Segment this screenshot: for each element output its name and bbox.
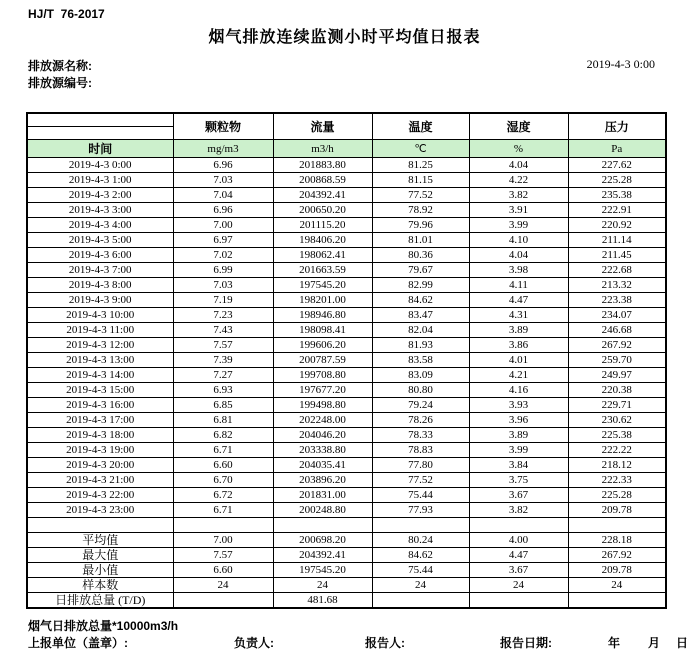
table-row <box>27 293 666 308</box>
time-cell: 2019-4-3 22:00 <box>27 488 173 503</box>
value-cell: 220.38 <box>568 383 666 398</box>
table-row <box>27 233 666 248</box>
value-cell: 222.22 <box>568 443 666 458</box>
value-cell: 7.00 <box>173 218 273 233</box>
value-cell: 83.58 <box>372 353 469 368</box>
table-row <box>27 503 666 518</box>
value-cell: 201663.59 <box>273 263 372 278</box>
value-cell: 6.82 <box>173 428 273 443</box>
summary-row <box>27 533 666 548</box>
value-cell: 4.21 <box>469 368 568 383</box>
table-row <box>27 398 666 413</box>
time-cell: 2019-4-3 10:00 <box>27 308 173 323</box>
report-date-label: 报告日期: <box>500 636 552 650</box>
value-cell: 3.86 <box>469 338 568 353</box>
value-cell: 77.93 <box>372 503 469 518</box>
value-cell: 3.98 <box>469 263 568 278</box>
value-cell: 227.62 <box>568 158 666 173</box>
table-row <box>27 353 666 368</box>
report-unit-label: 上报单位（盖章）: <box>28 636 128 650</box>
value-cell: 6.99 <box>173 263 273 278</box>
empty-cell <box>273 518 372 533</box>
source-code-label: 排放源编号: <box>28 76 92 90</box>
value-cell: 81.15 <box>372 173 469 188</box>
value-cell: 4.16 <box>469 383 568 398</box>
page-title: 烟气排放连续监测小时平均值日报表 <box>208 29 481 46</box>
value-cell: 6.60 <box>173 458 273 473</box>
summary-value-cell: 7.00 <box>173 533 273 548</box>
value-cell: 223.38 <box>568 293 666 308</box>
value-cell: 209.78 <box>568 503 666 518</box>
day-label: 日 <box>676 636 689 650</box>
value-cell: 82.99 <box>372 278 469 293</box>
summary-value-cell: 228.18 <box>568 533 666 548</box>
time-cell: 2019-4-3 23:00 <box>27 503 173 518</box>
value-cell: 201115.20 <box>273 218 372 233</box>
value-cell: 225.28 <box>568 488 666 503</box>
time-cell: 2019-4-3 12:00 <box>27 338 173 353</box>
value-cell: 7.19 <box>173 293 273 308</box>
value-cell: 234.07 <box>568 308 666 323</box>
table-row <box>27 473 666 488</box>
value-cell: 7.03 <box>173 278 273 293</box>
value-cell: 225.38 <box>568 428 666 443</box>
value-cell: 6.96 <box>173 203 273 218</box>
value-cell: 7.27 <box>173 368 273 383</box>
table-row <box>27 203 666 218</box>
unit-pressure: Pa <box>568 140 666 158</box>
summary-value-cell: 7.57 <box>173 548 273 563</box>
value-cell: 77.52 <box>372 188 469 203</box>
value-cell: 6.97 <box>173 233 273 248</box>
unit-temperature: ℃ <box>372 140 469 158</box>
value-cell: 230.62 <box>568 413 666 428</box>
summary-value-cell: 24 <box>173 578 273 593</box>
value-cell: 84.62 <box>372 293 469 308</box>
table-row <box>27 458 666 473</box>
value-cell: 267.92 <box>568 338 666 353</box>
summary-value-cell: 75.44 <box>372 563 469 578</box>
table-row <box>27 308 666 323</box>
summary-label-cell: 最大值 <box>27 548 173 563</box>
time-cell: 2019-4-3 1:00 <box>27 173 173 188</box>
summary-value-cell: 24 <box>273 578 372 593</box>
value-cell: 3.99 <box>469 443 568 458</box>
time-cell: 2019-4-3 5:00 <box>27 233 173 248</box>
time-cell: 2019-4-3 13:00 <box>27 353 173 368</box>
summary-label-cell: 样本数 <box>27 578 173 593</box>
summary-value-cell: 24 <box>469 578 568 593</box>
source-name-label: 排放源名称: <box>28 59 92 73</box>
empty-cell <box>469 518 568 533</box>
table-row <box>27 488 666 503</box>
column-header-flow: 流量 <box>273 113 372 140</box>
value-cell: 199498.80 <box>273 398 372 413</box>
time-cell: 2019-4-3 6:00 <box>27 248 173 263</box>
value-cell: 201831.00 <box>273 488 372 503</box>
table-row <box>27 158 666 173</box>
summary-label-cell: 平均值 <box>27 533 173 548</box>
summary-row <box>27 548 666 563</box>
table-row <box>27 428 666 443</box>
value-cell: 197677.20 <box>273 383 372 398</box>
value-cell: 4.10 <box>469 233 568 248</box>
value-cell: 80.80 <box>372 383 469 398</box>
summary-value-cell: 3.67 <box>469 563 568 578</box>
value-cell: 222.91 <box>568 203 666 218</box>
time-cell: 2019-4-3 15:00 <box>27 383 173 398</box>
value-cell: 78.26 <box>372 413 469 428</box>
summary-value-cell: 204392.41 <box>273 548 372 563</box>
value-cell: 6.85 <box>173 398 273 413</box>
value-cell: 6.71 <box>173 503 273 518</box>
value-cell: 78.92 <box>372 203 469 218</box>
value-cell: 7.03 <box>173 173 273 188</box>
time-cell: 2019-4-3 7:00 <box>27 263 173 278</box>
value-cell: 3.67 <box>469 488 568 503</box>
value-cell: 78.83 <box>372 443 469 458</box>
summary-value-cell: 4.47 <box>469 548 568 563</box>
spacer-row <box>27 518 666 533</box>
summary-value-cell: 4.00 <box>469 533 568 548</box>
summary-label-cell: 日排放总量 (T/D) <box>27 593 173 609</box>
value-cell: 218.12 <box>568 458 666 473</box>
summary-value-cell: 24 <box>568 578 666 593</box>
responsible-person-label: 负责人: <box>234 636 274 650</box>
unit-humidity: % <box>469 140 568 158</box>
table-row <box>27 173 666 188</box>
value-cell: 204046.20 <box>273 428 372 443</box>
value-cell: 199606.20 <box>273 338 372 353</box>
year-label: 年 <box>608 636 621 650</box>
value-cell: 81.93 <box>372 338 469 353</box>
value-cell: 3.75 <box>469 473 568 488</box>
value-cell: 6.71 <box>173 443 273 458</box>
value-cell: 6.70 <box>173 473 273 488</box>
value-cell: 199708.80 <box>273 368 372 383</box>
month-label: 月 <box>648 636 661 650</box>
value-cell: 198098.41 <box>273 323 372 338</box>
unit-header-row <box>27 140 666 158</box>
value-cell: 80.36 <box>372 248 469 263</box>
value-cell: 259.70 <box>568 353 666 368</box>
value-cell: 202248.00 <box>273 413 372 428</box>
value-cell: 7.02 <box>173 248 273 263</box>
unit-flow: m3/h <box>273 140 372 158</box>
value-cell: 75.44 <box>372 488 469 503</box>
value-cell: 3.91 <box>469 203 568 218</box>
value-cell: 7.57 <box>173 338 273 353</box>
value-cell: 79.67 <box>372 263 469 278</box>
empty-cell <box>27 518 173 533</box>
summary-value-cell: 267.92 <box>568 548 666 563</box>
value-cell: 3.89 <box>469 428 568 443</box>
value-cell: 81.25 <box>372 158 469 173</box>
value-cell: 82.04 <box>372 323 469 338</box>
table-row <box>27 278 666 293</box>
monitoring-table <box>26 112 667 609</box>
value-cell: 225.28 <box>568 173 666 188</box>
header-blank-cell <box>27 113 173 127</box>
value-cell: 78.33 <box>372 428 469 443</box>
value-cell: 211.14 <box>568 233 666 248</box>
summary-value-cell: 24 <box>372 578 469 593</box>
value-cell: 6.96 <box>173 158 273 173</box>
value-cell: 7.39 <box>173 353 273 368</box>
empty-cell <box>173 518 273 533</box>
time-cell: 2019-4-3 2:00 <box>27 188 173 203</box>
time-cell: 2019-4-3 11:00 <box>27 323 173 338</box>
summary-label-cell: 最小值 <box>27 563 173 578</box>
summary-value-cell: 80.24 <box>372 533 469 548</box>
value-cell: 77.80 <box>372 458 469 473</box>
summary-value-cell: 6.60 <box>173 563 273 578</box>
value-cell: 197545.20 <box>273 278 372 293</box>
value-cell: 3.96 <box>469 413 568 428</box>
value-cell: 201883.80 <box>273 158 372 173</box>
value-cell: 200650.20 <box>273 203 372 218</box>
value-cell: 83.47 <box>372 308 469 323</box>
table-row <box>27 323 666 338</box>
time-cell: 2019-4-3 20:00 <box>27 458 173 473</box>
value-cell: 235.38 <box>568 188 666 203</box>
column-header-humidity: 湿度 <box>469 113 568 140</box>
table-row <box>27 413 666 428</box>
value-cell: 211.45 <box>568 248 666 263</box>
value-cell: 4.22 <box>469 173 568 188</box>
value-cell: 3.89 <box>469 323 568 338</box>
summary-value-cell: 481.68 <box>273 593 372 609</box>
value-cell: 203896.20 <box>273 473 372 488</box>
value-cell: 4.47 <box>469 293 568 308</box>
table-row <box>27 248 666 263</box>
time-cell: 2019-4-3 9:00 <box>27 293 173 308</box>
table-row <box>27 338 666 353</box>
summary-value-cell: 197545.20 <box>273 563 372 578</box>
value-cell: 4.01 <box>469 353 568 368</box>
table-row <box>27 263 666 278</box>
header-blank-cell <box>27 127 173 140</box>
table-row <box>27 383 666 398</box>
time-cell: 2019-4-3 21:00 <box>27 473 173 488</box>
summary-row <box>27 578 666 593</box>
table-row <box>27 188 666 203</box>
time-cell: 2019-4-3 8:00 <box>27 278 173 293</box>
time-cell: 2019-4-3 14:00 <box>27 368 173 383</box>
value-cell: 7.04 <box>173 188 273 203</box>
value-cell: 79.96 <box>372 218 469 233</box>
value-cell: 77.52 <box>372 473 469 488</box>
value-cell: 7.43 <box>173 323 273 338</box>
value-cell: 6.93 <box>173 383 273 398</box>
reporter-label: 报告人: <box>365 636 405 650</box>
value-cell: 249.97 <box>568 368 666 383</box>
summary-value-cell <box>568 593 666 609</box>
table-row <box>27 368 666 383</box>
summary-value-cell <box>372 593 469 609</box>
table-row <box>27 443 666 458</box>
value-cell: 229.71 <box>568 398 666 413</box>
value-cell: 7.23 <box>173 308 273 323</box>
value-cell: 198406.20 <box>273 233 372 248</box>
value-cell: 83.09 <box>372 368 469 383</box>
value-cell: 222.68 <box>568 263 666 278</box>
value-cell: 204392.41 <box>273 188 372 203</box>
report-datetime: 2019-4-3 0:00 <box>586 57 655 71</box>
value-cell: 204035.41 <box>273 458 372 473</box>
summary-value-cell <box>469 593 568 609</box>
value-cell: 3.93 <box>469 398 568 413</box>
value-cell: 220.92 <box>568 218 666 233</box>
value-cell: 4.11 <box>469 278 568 293</box>
value-cell: 3.82 <box>469 503 568 518</box>
header-row-top <box>27 113 666 127</box>
value-cell: 198946.80 <box>273 308 372 323</box>
summary-row <box>27 563 666 578</box>
value-cell: 3.99 <box>469 218 568 233</box>
data-rows <box>27 158 666 609</box>
time-cell: 2019-4-3 17:00 <box>27 413 173 428</box>
value-cell: 6.81 <box>173 413 273 428</box>
value-cell: 203338.80 <box>273 443 372 458</box>
summary-value-cell: 84.62 <box>372 548 469 563</box>
value-cell: 200248.80 <box>273 503 372 518</box>
value-cell: 200787.59 <box>273 353 372 368</box>
time-cell: 2019-4-3 4:00 <box>27 218 173 233</box>
value-cell: 79.24 <box>372 398 469 413</box>
time-cell: 2019-4-3 0:00 <box>27 158 173 173</box>
value-cell: 6.72 <box>173 488 273 503</box>
time-cell: 2019-4-3 16:00 <box>27 398 173 413</box>
summary-value-cell: 200698.20 <box>273 533 372 548</box>
value-cell: 246.68 <box>568 323 666 338</box>
time-header: 时间 <box>27 140 173 158</box>
value-cell: 4.31 <box>469 308 568 323</box>
value-cell: 198062.41 <box>273 248 372 263</box>
unit-particulate: mg/m3 <box>173 140 273 158</box>
value-cell: 81.01 <box>372 233 469 248</box>
summary-row <box>27 593 666 609</box>
column-header-particulate: 颗粒物 <box>173 113 273 140</box>
value-cell: 3.82 <box>469 188 568 203</box>
standard-code: HJ/T 76-2017 <box>28 7 105 21</box>
footer-note: 烟气日排放总量*10000m3/h <box>28 619 179 633</box>
footer-signature-line <box>0 634 689 652</box>
time-cell: 2019-4-3 18:00 <box>27 428 173 443</box>
value-cell: 222.33 <box>568 473 666 488</box>
summary-value-cell <box>173 593 273 609</box>
summary-value-cell: 209.78 <box>568 563 666 578</box>
empty-cell <box>372 518 469 533</box>
time-cell: 2019-4-3 19:00 <box>27 443 173 458</box>
value-cell: 4.04 <box>469 158 568 173</box>
value-cell: 4.04 <box>469 248 568 263</box>
value-cell: 198201.00 <box>273 293 372 308</box>
value-cell: 213.32 <box>568 278 666 293</box>
table-row <box>27 218 666 233</box>
column-header-pressure: 压力 <box>568 113 666 140</box>
empty-cell <box>568 518 666 533</box>
value-cell: 200868.59 <box>273 173 372 188</box>
value-cell: 3.84 <box>469 458 568 473</box>
column-header-temperature: 温度 <box>372 113 469 140</box>
time-cell: 2019-4-3 3:00 <box>27 203 173 218</box>
